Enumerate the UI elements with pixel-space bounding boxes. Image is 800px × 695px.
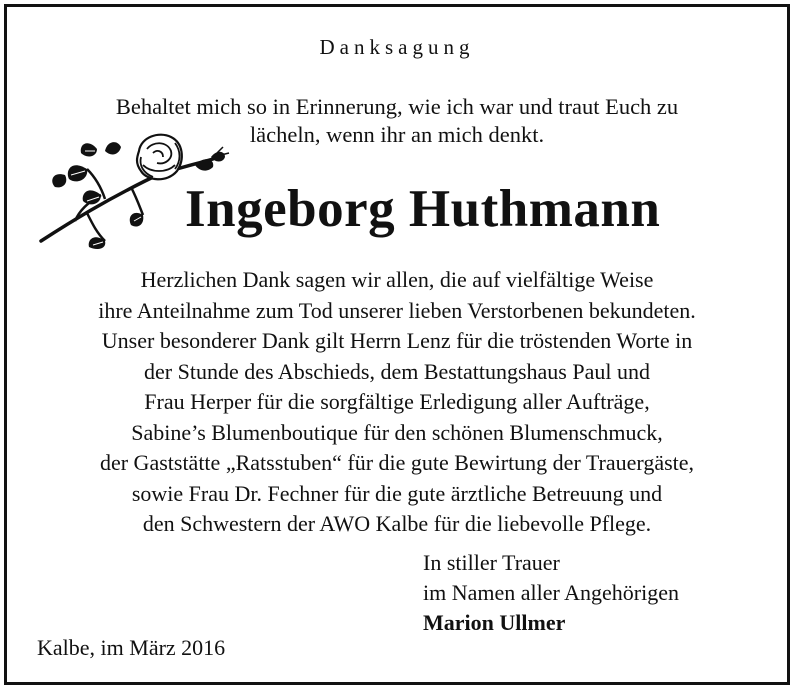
thanks-line: Sabine’s Blumenboutique für den schönen Blumenschmuck, — [131, 419, 663, 445]
thanks-line: Frau Herper für die sorgfältige Erledigung aller Aufträge, — [144, 389, 650, 414]
signer-name: Marion Ullmer — [423, 610, 566, 635]
thanks-line: den Schwestern der AWO Kalbe für die liebevolle Pflege. — [142, 511, 652, 536]
thanks-line: sowie Frau Dr. Fechner für die gute ärztliche Betreuung und — [131, 480, 663, 506]
thanks-line: der Stunde des Abschieds, dem Bestattungshaus Paul und — [144, 358, 650, 384]
thanks-line: ihre Anteilnahme zum Tod unserer lieben Verstorbenen bekundeten. — [98, 297, 696, 323]
motto-line: lächeln, wenn ihr an mich denkt. — [249, 122, 545, 147]
signature-line: im Namen aller Angehörigen — [423, 580, 679, 605]
notice-heading: Danksagung — [319, 35, 475, 59]
thanks-line: der Gaststätte „Ratsstuben“ für die gute Bewirtung der Trauergäste, — [99, 450, 695, 475]
obituary-notice — [4, 4, 790, 685]
place-date: Kalbe, im März 2016 — [37, 635, 226, 660]
deceased-name: Ingeborg Huthmann — [185, 180, 661, 238]
thanks-line: Herzlichen Dank sagen wir allen, die auf vielfältige Weise — [140, 267, 654, 292]
thanks-line: Unser besonderer Dank gilt Herrn Lenz für die tröstenden Worte in — [101, 328, 693, 353]
thanks-text — [7, 265, 787, 540]
signature-block — [423, 548, 679, 638]
motto-line: Behaltet mich so in Erinnerung, wie ich war und traut Euch zu — [115, 94, 679, 119]
signature-line: In stiller Trauer — [423, 550, 560, 575]
